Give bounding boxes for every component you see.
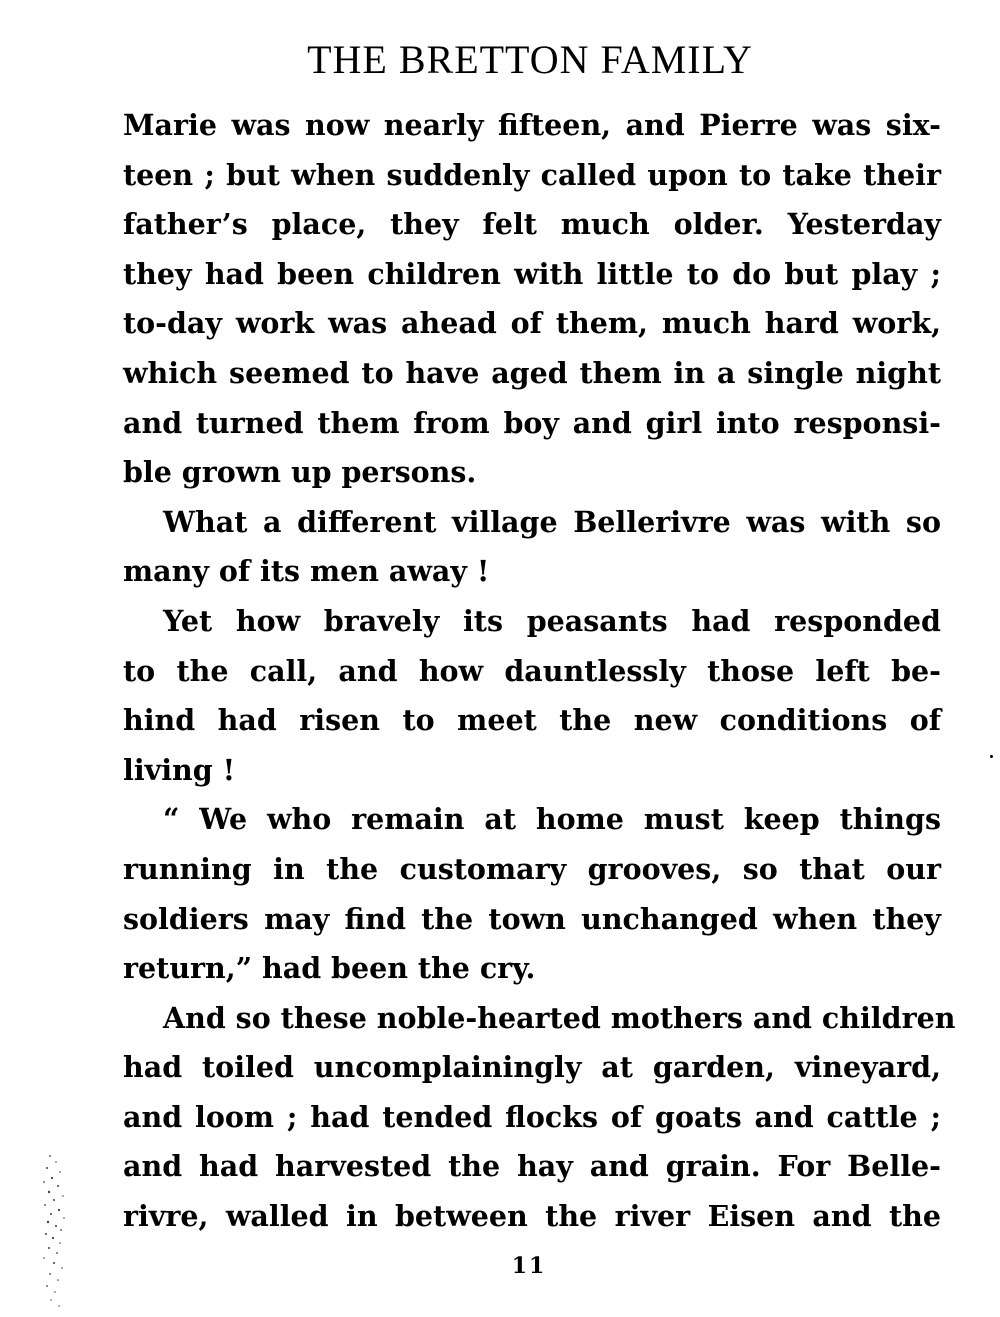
page-number: 11: [511, 1253, 547, 1279]
text-line: and turned them from boy and girl into responsi-: [123, 405, 941, 440]
text-line: and had harvested the hay and grain. For Belle-: [123, 1149, 941, 1184]
text-line: soldiers may find the town unchanged when they: [123, 901, 941, 936]
text-line: Yet how bravely its peasants had responded: [163, 603, 941, 638]
text-line: hind had risen to meet the new conditions of: [123, 703, 941, 738]
text-line: return,” had been the cry.: [123, 951, 536, 986]
text-line: rivre, walled in between the river Eisen and the: [123, 1199, 941, 1234]
text-line: “ We who remain at home must keep things: [163, 802, 941, 837]
text-line: ble grown up persons.: [123, 455, 477, 490]
text-line: What a different village Bellerivre was with so: [163, 504, 941, 539]
text-line: running in the customary grooves, so that our: [123, 851, 941, 886]
text-line: And so these noble-hearted mothers and children: [163, 1000, 956, 1035]
text-line: living !: [123, 752, 236, 787]
text-line: and loom ; had tended flocks of goats and cattle ;: [123, 1099, 941, 1134]
running-head: THE BRETTON FAMILY: [307, 37, 753, 82]
text-line: they had been children with little to do but play ;: [123, 256, 941, 291]
text-line: teen ; but when suddenly called upon to take their: [123, 157, 941, 192]
text-line: to-day work was ahead of them, much hard work,: [123, 306, 941, 341]
stray-dot: [990, 755, 993, 758]
text-line: father’s place, they felt much older. Yesterday: [123, 207, 941, 242]
scan-edge-noise: [30, 1150, 76, 1310]
text-line: to the call, and how dauntlessly those left be-: [123, 653, 941, 688]
text-line: which seemed to have aged them in a single night: [123, 355, 941, 390]
body-text: [123, 101, 956, 1242]
text-line: Marie was now nearly fifteen, and Pierre was six-: [123, 108, 941, 142]
text-line: many of its men away !: [123, 554, 490, 589]
text-line: had toiled uncomplainingly at garden, vineyard,: [123, 1050, 941, 1085]
